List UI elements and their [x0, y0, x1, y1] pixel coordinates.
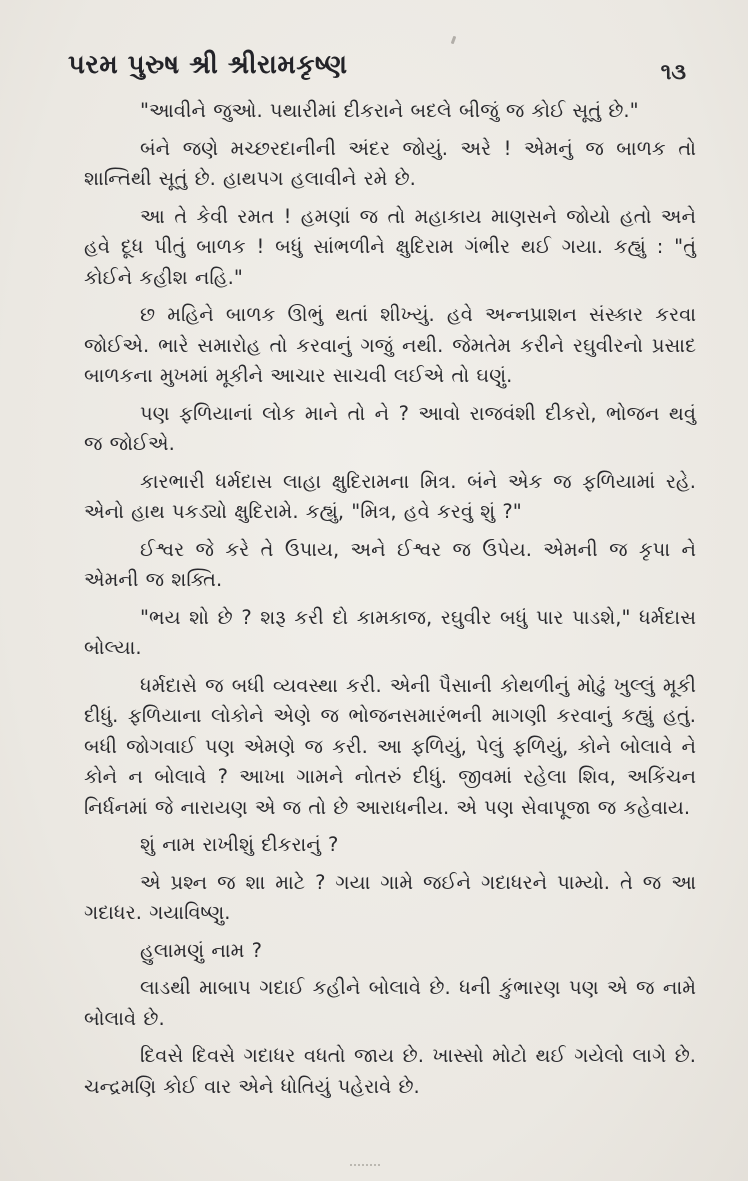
paragraph: છ મહિને બાળક ઊભું થતાં શીખ્યું. હવે અન્નપ્રાશન સંસ્કાર કરવા જોઈએ. ભારે સમારોહ તો કરવાનું ગજું નથી. જેમતેમ કરીને રઘુવીરનો પ્રસાદ બાળકના મુખમાં મૂકીને આચાર સાચવી લઈએ તો ઘણું. — [84, 303, 696, 387]
paragraph: એ પ્રશ્ન જ શા માટે ? ગયા ગામે જઈને ગદાધરને પામ્યો. તે જ આ ગદાધર. ગયાવિષ્ણુ. — [84, 870, 696, 924]
paragraph: શું નામ રાખીશું દીકરાનું ? — [140, 833, 339, 856]
paragraph: આ તે કેવી રમત ! હમણાં જ તો મહાકાય માણસને જોયો હતો અને હવે દૂધ પીતું બાળક ! બધું સાંભળીને ક્ષુદિરામ ગંભીર થઈ ગયા. કહ્યું : "તું કોઈને કહીશ નહિ." — [84, 204, 696, 289]
running-title: પરમ પુરુષ શ્રી શ્રીરામકૃષ્ણ — [68, 50, 348, 80]
paragraph: ધર્મદાસે જ બધી વ્યવસ્થા કરી. એની પૈસાની કોથળીનું મોઢું ખુલ્લું મૂકી દીધું. ફળિયાના લોકોને એણે જ ભોજનસમારંભની માગણી કરવાનું કહ્યું હતું. બધી જોગવાઈ પણ એમણે જ કરી. આ ફળિયું, પેલું ફળિયું, કોને બોલાવે ને કોને ન બોલાવે ? આખા ગામને નોતરું દીધું. જીવમાં રહેલા શિવ, અકિંચન નિર્ધનમાં જે નારાયણ એ જ તો છે આરાધનીય. એ પણ સેવાપૂજા જ કહેવાય. — [84, 673, 696, 819]
body-text — [84, 96, 696, 1102]
paragraph: હુલામણું નામ ? — [140, 938, 262, 962]
paragraph: "આવીને જુઓ. પથારીમાં દીકરાને બદલે બીજું જ કોઈ સૂતું છે." — [140, 99, 639, 122]
print-smudge — [350, 1164, 380, 1170]
page-header — [0, 0, 748, 110]
paragraph: બંને જણે મચ્છરદાનીની અંદર જોયું. અરે ! એમનું જ બાળક તો શાન્તિથી સૂતું છે. હાથપગ હલાવીને રમે છે. — [84, 136, 696, 190]
paragraph: પણ ફળિયાનાં લોક માને તો ને ? આવો રાજવંશી દીકરો, ભોજન થવું જ જોઈએ. — [84, 401, 696, 455]
paragraph: લાડથી માબાપ ગદાઈ કહીને બોલાવે છે. ધની કુંભારણ પણ એ જ નામે બોલાવે છે. — [84, 976, 696, 1030]
paragraph: "ભય શો છે ? શરૂ કરી દો કામકાજ, રઘુવીર બધું પાર પાડશે," ધર્મદાસ બોલ્યા. — [84, 605, 696, 659]
paragraph: કારભારી ધર્મદાસ લાહા ક્ષુદિરામના મિત્ર. બંને એક જ ફળિયામાં રહે. એનો હાથ પકડ્યો ક્ષુદિરામે. કહ્યું, "મિત્ર, હવે કરવું શું ?" — [84, 469, 696, 523]
paragraph: ઈશ્વર જે કરે તે ઉપાય, અને ઈશ્વર જ ઉપેય. એમની જ કૃપા ને એમની જ શક્તિ. — [84, 537, 696, 591]
paragraph: દિવસે દિવસે ગદાધર વધતો જાય છે. ખાસ્સો મોટો થઈ ગયેલો લાગે છે. ચન્દ્રમણિ કોઈ વાર એને ધોતિયું પહેરાવે છે. — [84, 1044, 696, 1098]
page-number: ૧૩ — [660, 60, 686, 85]
